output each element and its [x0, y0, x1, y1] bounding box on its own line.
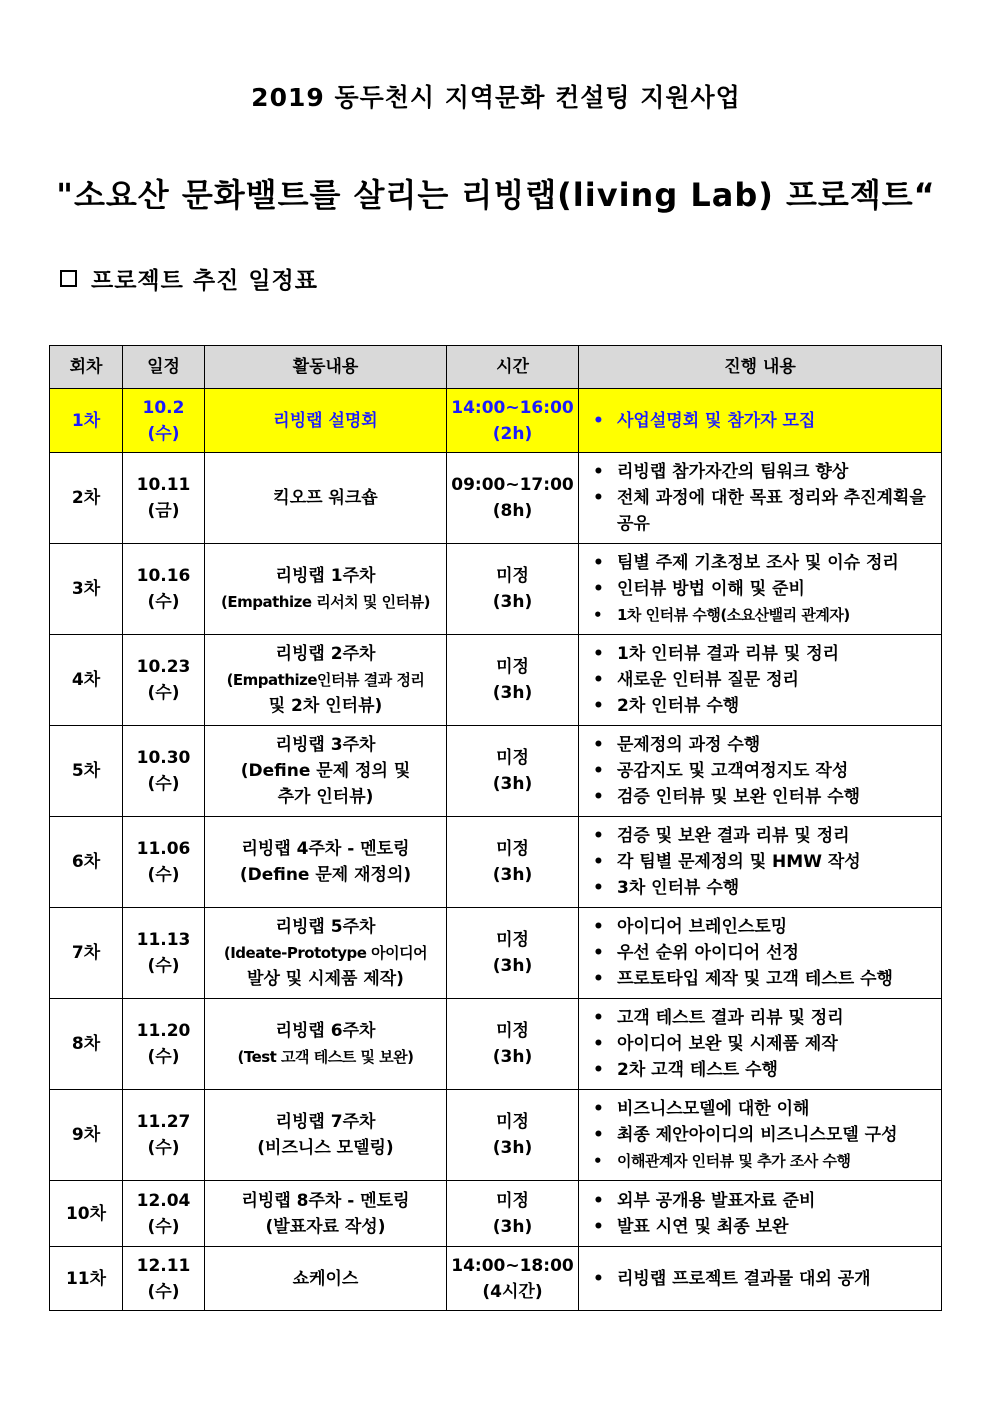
time-cell: [447, 999, 579, 1090]
time-value: 미정: [496, 748, 529, 768]
date-value: 10.30: [136, 748, 191, 768]
time-value: 14:00~16:00: [451, 397, 574, 418]
time-cell: [447, 1181, 579, 1247]
section-heading-label: 프로젝트 추진 일정표: [91, 268, 318, 294]
content-item: • 전체 과정에 대한 목표 정리와 추진계획을 공유: [593, 485, 933, 537]
table-row: [50, 726, 942, 817]
activity-cell: [205, 544, 447, 635]
content-item: • 인터뷰 방법 이해 및 준비: [593, 576, 933, 602]
day-value: (수): [147, 1047, 180, 1067]
date-value: 11.06: [136, 839, 191, 859]
content-item: • 아이디어 브레인스토밍: [593, 914, 933, 940]
duration-value: (4시간): [482, 1281, 543, 1302]
day-value: (수): [147, 1216, 180, 1237]
activity-line: 리빙랩 3주차: [275, 735, 376, 755]
time-value: 미정: [496, 1021, 529, 1041]
content-item: • 공감지도 및 고객여정지도 작성: [593, 758, 933, 784]
section-heading: [60, 262, 318, 295]
content-cell: [579, 999, 942, 1090]
activity-line: 발상 및 시제품 제작): [247, 969, 404, 989]
activity-line: (Ideate-Prototype 아이디어: [223, 944, 428, 962]
date-cell: [123, 908, 205, 999]
activity-cell: [205, 453, 447, 544]
content-item: • 새로운 인터뷰 질문 정리: [593, 667, 933, 693]
round-cell: 9차: [50, 1090, 123, 1181]
content-item: • 이해관계자 인터뷰 및 추가 조사 수행: [593, 1148, 933, 1174]
activity-line: 킥오프 워크숍: [273, 488, 378, 508]
activity-line: 리빙랩 2주차: [275, 644, 376, 664]
content-item: • 최종 제안아이디의 비즈니스모델 구성: [593, 1122, 933, 1148]
content-cell: [579, 389, 942, 453]
time-cell: [447, 1090, 579, 1181]
day-value: (수): [147, 1138, 180, 1158]
date-cell: [123, 635, 205, 726]
date-cell: [123, 1247, 205, 1311]
date-value: 10.16: [136, 566, 191, 586]
table-row: [50, 1181, 942, 1247]
duration-value: (3h): [492, 1138, 533, 1158]
time-cell: [447, 544, 579, 635]
header-content: 진행 내용: [579, 346, 942, 389]
activity-cell: [205, 999, 447, 1090]
round-cell: 5차: [50, 726, 123, 817]
activity-line: (Define 문제 정의 및: [240, 761, 411, 781]
day-value: (수): [147, 1281, 180, 1302]
content-cell: [579, 817, 942, 908]
content-item: • 발표 시연 및 최종 보완: [593, 1214, 933, 1240]
activity-line: (Define 문제 재정의): [239, 865, 412, 885]
schedule-table: [49, 345, 942, 1311]
date-cell: [123, 726, 205, 817]
activity-cell: [205, 908, 447, 999]
table-row: [50, 453, 942, 544]
time-value: 14:00~18:00: [451, 1255, 574, 1276]
activity-line: 리빙랩 6주차: [275, 1021, 376, 1041]
table-row: [50, 1247, 942, 1311]
duration-value: (3h): [492, 956, 533, 976]
content-cell: [579, 726, 942, 817]
activity-line: 리빙랩 설명회: [273, 410, 378, 431]
time-value: 미정: [496, 839, 529, 859]
duration-value: (3h): [492, 1216, 533, 1237]
content-item: • 외부 공개용 발표자료 준비: [593, 1188, 933, 1214]
activity-line: (발표자료 작성): [265, 1216, 386, 1237]
project-title: "소요산 문화밸트를 살리는 리빙랩(living Lab) 프로젝트“: [56, 176, 936, 214]
time-value: 미정: [496, 930, 529, 950]
date-cell: [123, 453, 205, 544]
round-cell: 6차: [50, 817, 123, 908]
day-value: (수): [147, 865, 180, 885]
content-item: • 문제정의 과정 수행: [593, 732, 933, 758]
header-activity: 활동내용: [205, 346, 447, 389]
content-item: • 비즈니스모델에 대한 이해: [593, 1096, 933, 1122]
time-value: 미정: [496, 657, 529, 677]
header-date: 일정: [123, 346, 205, 389]
content-item: • 2차 고객 테스트 수행: [593, 1057, 933, 1083]
round-cell: 2차: [50, 453, 123, 544]
activity-line: 쇼케이스: [292, 1268, 359, 1289]
content-item: • 리빙랩 참가자간의 팀워크 향상: [593, 459, 933, 485]
date-value: 11.27: [136, 1112, 191, 1132]
time-value: 미정: [496, 1190, 529, 1211]
document-title: 2019 동두천시 지역문화 컨설팅 지원사업: [251, 83, 741, 112]
table-row: [50, 908, 942, 999]
day-value: (수): [147, 956, 180, 976]
round-cell: 8차: [50, 999, 123, 1090]
activity-line: 리빙랩 7주차: [275, 1112, 376, 1132]
header-time: 시간: [447, 346, 579, 389]
duration-value: (2h): [492, 423, 533, 444]
content-item: • 아이디어 보완 및 시제품 제작: [593, 1031, 933, 1057]
date-value: 10.23: [136, 657, 191, 677]
activity-line: 리빙랩 4주차 - 멘토링: [241, 839, 410, 859]
table-row: [50, 1090, 942, 1181]
date-cell: [123, 999, 205, 1090]
content-cell: [579, 635, 942, 726]
content-item: • 1차 인터뷰 결과 리뷰 및 정리: [593, 641, 933, 667]
day-value: (수): [147, 683, 180, 703]
table-row: [50, 544, 942, 635]
content-item: • 프로토타입 제작 및 고객 테스트 수행: [593, 966, 933, 992]
activity-cell: [205, 817, 447, 908]
date-value: 11.20: [136, 1021, 191, 1041]
date-value: 10.2: [142, 397, 185, 418]
date-value: 12.04: [136, 1190, 191, 1211]
duration-value: (3h): [492, 683, 533, 703]
duration-value: (3h): [492, 1047, 533, 1067]
duration-value: (3h): [492, 592, 533, 612]
activity-cell: [205, 726, 447, 817]
time-cell: [447, 453, 579, 544]
table-row: [50, 817, 942, 908]
content-item: • 각 팀별 문제정의 및 HMW 작성: [593, 849, 933, 875]
content-item: • 우선 순위 아이디어 선정: [593, 940, 933, 966]
time-cell: [447, 635, 579, 726]
day-value: (수): [147, 423, 180, 444]
time-cell: [447, 726, 579, 817]
date-value: 12.11: [136, 1255, 191, 1276]
content-cell: [579, 544, 942, 635]
round-cell: 10차: [50, 1181, 123, 1247]
time-value: 미정: [496, 566, 529, 586]
round-cell: 1차: [50, 389, 123, 453]
activity-cell: [205, 1090, 447, 1181]
activity-cell: [205, 389, 447, 453]
duration-value: (3h): [492, 865, 533, 885]
round-cell: 4차: [50, 635, 123, 726]
time-cell: [447, 817, 579, 908]
duration-value: (3h): [492, 774, 533, 794]
round-cell: 7차: [50, 908, 123, 999]
date-cell: [123, 1090, 205, 1181]
activity-cell: [205, 1247, 447, 1311]
activity-line: (Test 고객 테스트 및 보완): [237, 1048, 414, 1066]
time-cell: [447, 389, 579, 453]
table-row: [50, 389, 942, 453]
activity-line: 리빙랩 8주차 - 멘토링: [241, 1190, 410, 1211]
content-item: • 고객 테스트 결과 리뷰 및 정리: [593, 1005, 933, 1031]
date-cell: [123, 1181, 205, 1247]
content-item: • 리빙랩 프로젝트 결과물 대외 공개: [593, 1266, 933, 1292]
content-cell: [579, 1247, 942, 1311]
date-value: 11.13: [136, 930, 191, 950]
date-cell: [123, 544, 205, 635]
table-row: [50, 635, 942, 726]
content-item: • 검증 및 보완 결과 리뷰 및 정리: [593, 823, 933, 849]
content-item: • 검증 인터뷰 및 보완 인터뷰 수행: [593, 784, 933, 810]
content-item: • 1차 인터뷰 수행(소요산밸리 관계자): [593, 602, 933, 628]
header-round: 회차: [50, 346, 123, 389]
date-cell: [123, 817, 205, 908]
activity-cell: [205, 635, 447, 726]
date-value: 10.11: [136, 475, 191, 495]
checkbox-square-icon: [60, 270, 77, 287]
activity-line: 리빙랩 1주차: [275, 566, 376, 586]
round-cell: 3차: [50, 544, 123, 635]
activity-line: 추가 인터뷰): [277, 787, 374, 807]
activity-cell: [205, 1181, 447, 1247]
time-value: 미정: [496, 1112, 529, 1132]
time-value: 09:00~17:00: [451, 475, 574, 495]
round-cell: 11차: [50, 1247, 123, 1311]
day-value: (수): [147, 774, 180, 794]
content-cell: [579, 1181, 942, 1247]
activity-line: (비즈니스 모델링): [257, 1138, 394, 1158]
activity-line: 리빙랩 5주차: [275, 917, 376, 937]
duration-value: (8h): [492, 501, 533, 521]
activity-line: (Empathize 리서치 및 인터뷰): [221, 593, 430, 611]
content-item: • 2차 인터뷰 수행: [593, 693, 933, 719]
activity-line: 및 2차 인터뷰): [268, 696, 383, 716]
day-value: (수): [147, 592, 180, 612]
date-cell: [123, 389, 205, 453]
content-cell: [579, 908, 942, 999]
activity-line: (Empathize인터뷰 결과 정리: [226, 671, 425, 689]
time-cell: [447, 1247, 579, 1311]
table-header-row: [50, 346, 942, 389]
table-row: [50, 999, 942, 1090]
content-item: • 팀별 주제 기초정보 조사 및 이슈 정리: [593, 550, 933, 576]
time-cell: [447, 908, 579, 999]
content-item: • 3차 인터뷰 수행: [593, 875, 933, 901]
content-cell: [579, 1090, 942, 1181]
content-item: • 사업설명회 및 참가자 모집: [593, 408, 933, 434]
day-value: (금): [147, 501, 180, 521]
content-cell: [579, 453, 942, 544]
